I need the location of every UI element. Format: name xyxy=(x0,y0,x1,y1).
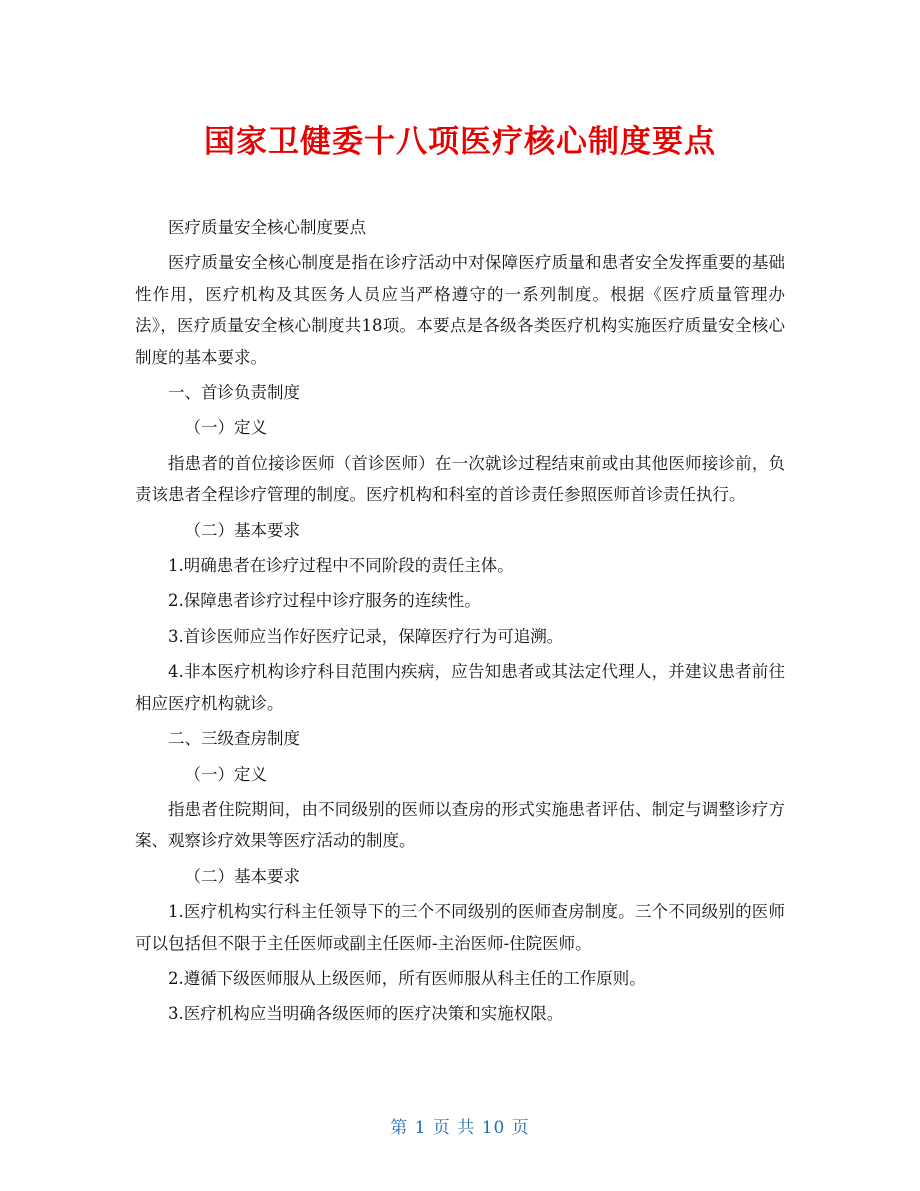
paragraph-intro: 医疗质量安全核心制度是指在诊疗活动中对保障医疗质量和患者安全发挥重要的基础性作用，医疗机构及其医务人员应当严格遵守的一系列制度。根据《医疗质量管理办法》，医疗质量安全核心制度共18项。本要点是各级各类医疗机构实施医疗质量安全核心制度的基本要求。 xyxy=(135,253,785,367)
list-item: 2.保障患者诊疗过程中诊疗服务的连续性。 xyxy=(168,591,481,611)
list-item: 3.首诊医师应当作好医疗记录，保障医疗行为可追溯。 xyxy=(168,626,564,646)
list-item: 4.非本医疗机构诊疗科目范围内疾病，应告知患者或其法定代理人，并建议患者前往相应医疗机构就诊。 xyxy=(135,662,785,713)
paragraph-section-title: 医疗质量安全核心制度要点 xyxy=(168,218,366,237)
page-number-footer: 第 1 页 共 10 页 xyxy=(390,1118,530,1138)
paragraph-definition: 指患者住院期间，由不同级别的医师以查房的形式实施患者评估、制定与调整诊疗方案、观察诊疗效果等医疗活动的制度。 xyxy=(135,799,785,851)
subheading-definition: （一）定义 xyxy=(184,418,267,438)
list-item: 2.遵循下级医师服从上级医师，所有医师服从科主任的工作原则。 xyxy=(168,968,646,988)
heading-first-visit-responsibility: 一、首诊负责制度 xyxy=(168,383,300,403)
subheading-definition: （一）定义 xyxy=(184,764,267,784)
document-body xyxy=(135,212,785,1034)
list-item: 1.明确患者在诊疗过程中不同阶段的责任主体。 xyxy=(168,556,514,576)
subheading-basic-requirements: （二）基本要求 xyxy=(184,520,300,540)
list-item: 1.医疗机构实行科主任领导下的三个不同级别的医师查房制度。三个不同级别的医师可以包括但不限于主任医师或副主任医师-主治医师-住院医师。 xyxy=(135,902,785,953)
subheading-basic-requirements: （二）基本要求 xyxy=(184,866,300,886)
paragraph-definition: 指患者的首位接诊医师（首诊医师）在一次就诊过程结束前或由其他医师接诊前，负责该患者全程诊疗管理的制度。医疗机构和科室的首诊责任参照医师首诊责任执行。 xyxy=(135,453,785,505)
document-title: 国家卫健委十八项医疗核心制度要点 xyxy=(204,124,716,160)
list-item: 3.医疗机构应当明确各级医师的医疗决策和实施权限。 xyxy=(168,1004,564,1024)
heading-three-level-rounds: 二、三级查房制度 xyxy=(168,729,300,749)
